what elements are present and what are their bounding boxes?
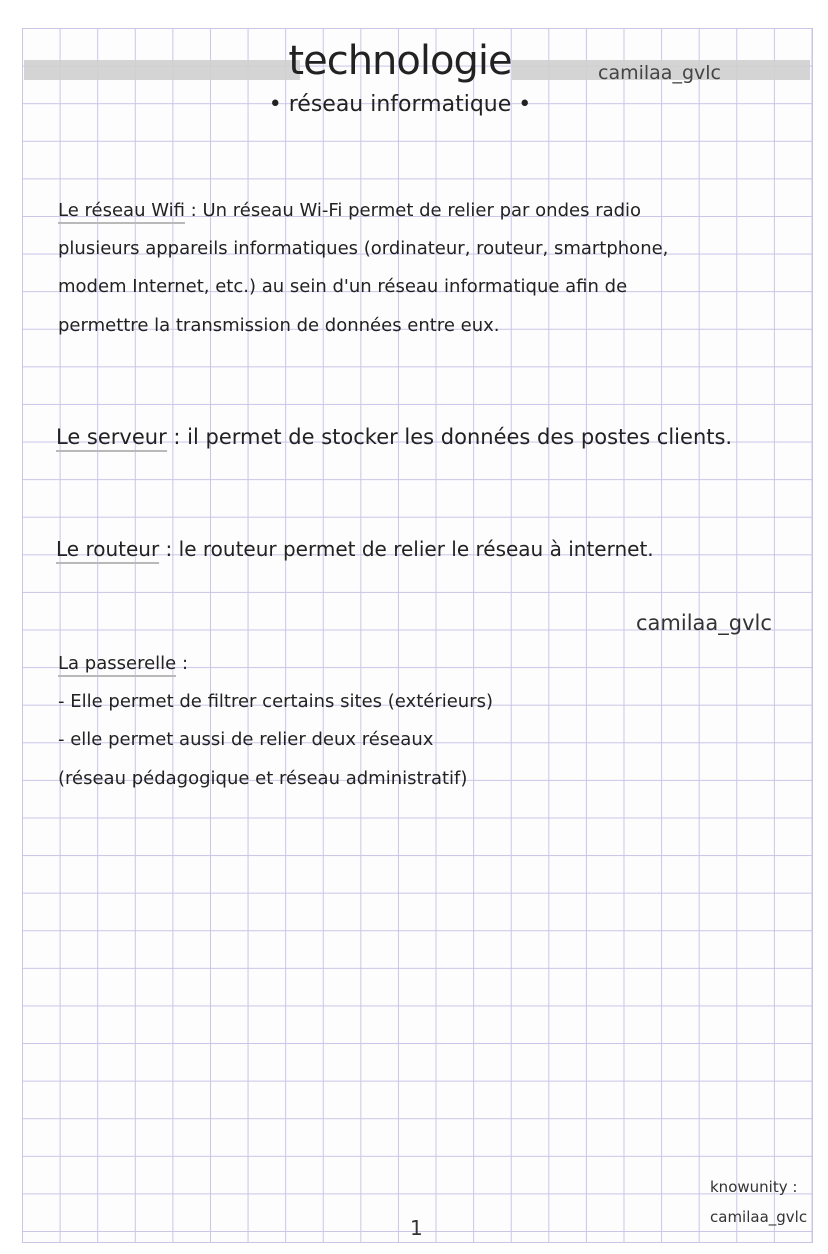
wifi-line-1 — [58, 192, 668, 230]
page-number: 1 — [410, 1216, 423, 1240]
passerelle-heading: La passerelle — [58, 653, 176, 677]
wifi-text-1: : Un réseau Wi-Fi permet de relier par ondes radio — [184, 200, 642, 221]
footer-brand-line-1: knowunity : — [710, 1178, 798, 1196]
passerelle-text-1: - Elle permet de filtrer certains sites (extérieurs) — [58, 691, 494, 713]
wifi-text-4: permettre la transmission de données entre eux. — [58, 314, 500, 336]
wifi-heading: Le réseau Wifi — [58, 200, 185, 224]
passerelle-text-3: (réseau pédagogique et réseau administratif) — [58, 767, 468, 789]
passerelle-heading-suffix: : — [176, 653, 189, 674]
routeur-heading: Le routeur — [56, 537, 159, 564]
wifi-text-2: plusieurs appareils informatiques (ordinateur, routeur, smartphone, — [58, 238, 669, 260]
wifi-text-3: modem Internet, etc.) au sein d'un réseau informatique afin de — [58, 276, 628, 298]
section-wifi — [58, 192, 668, 345]
serveur-text: : il permet de stocker les données des postes clients. — [166, 425, 733, 449]
footer-brand — [710, 1172, 807, 1232]
author-handle-top: camilaa_gvlc — [598, 62, 721, 84]
serveur-heading: Le serveur — [56, 425, 167, 452]
page-title: technologie — [288, 38, 512, 84]
passerelle-text-2: - elle permet aussi de relier deux réseaux — [58, 729, 434, 751]
footer-brand-line-2: camilaa_gvlc — [710, 1208, 808, 1226]
section-serveur — [56, 418, 732, 456]
section-passerelle — [58, 645, 493, 798]
section-routeur — [56, 530, 654, 568]
page-subtitle: • réseau informatique • — [268, 92, 532, 117]
routeur-text: : le routeur permet de relier le réseau à internet. — [159, 537, 654, 561]
author-handle-middle: camilaa_gvlc — [636, 611, 772, 635]
